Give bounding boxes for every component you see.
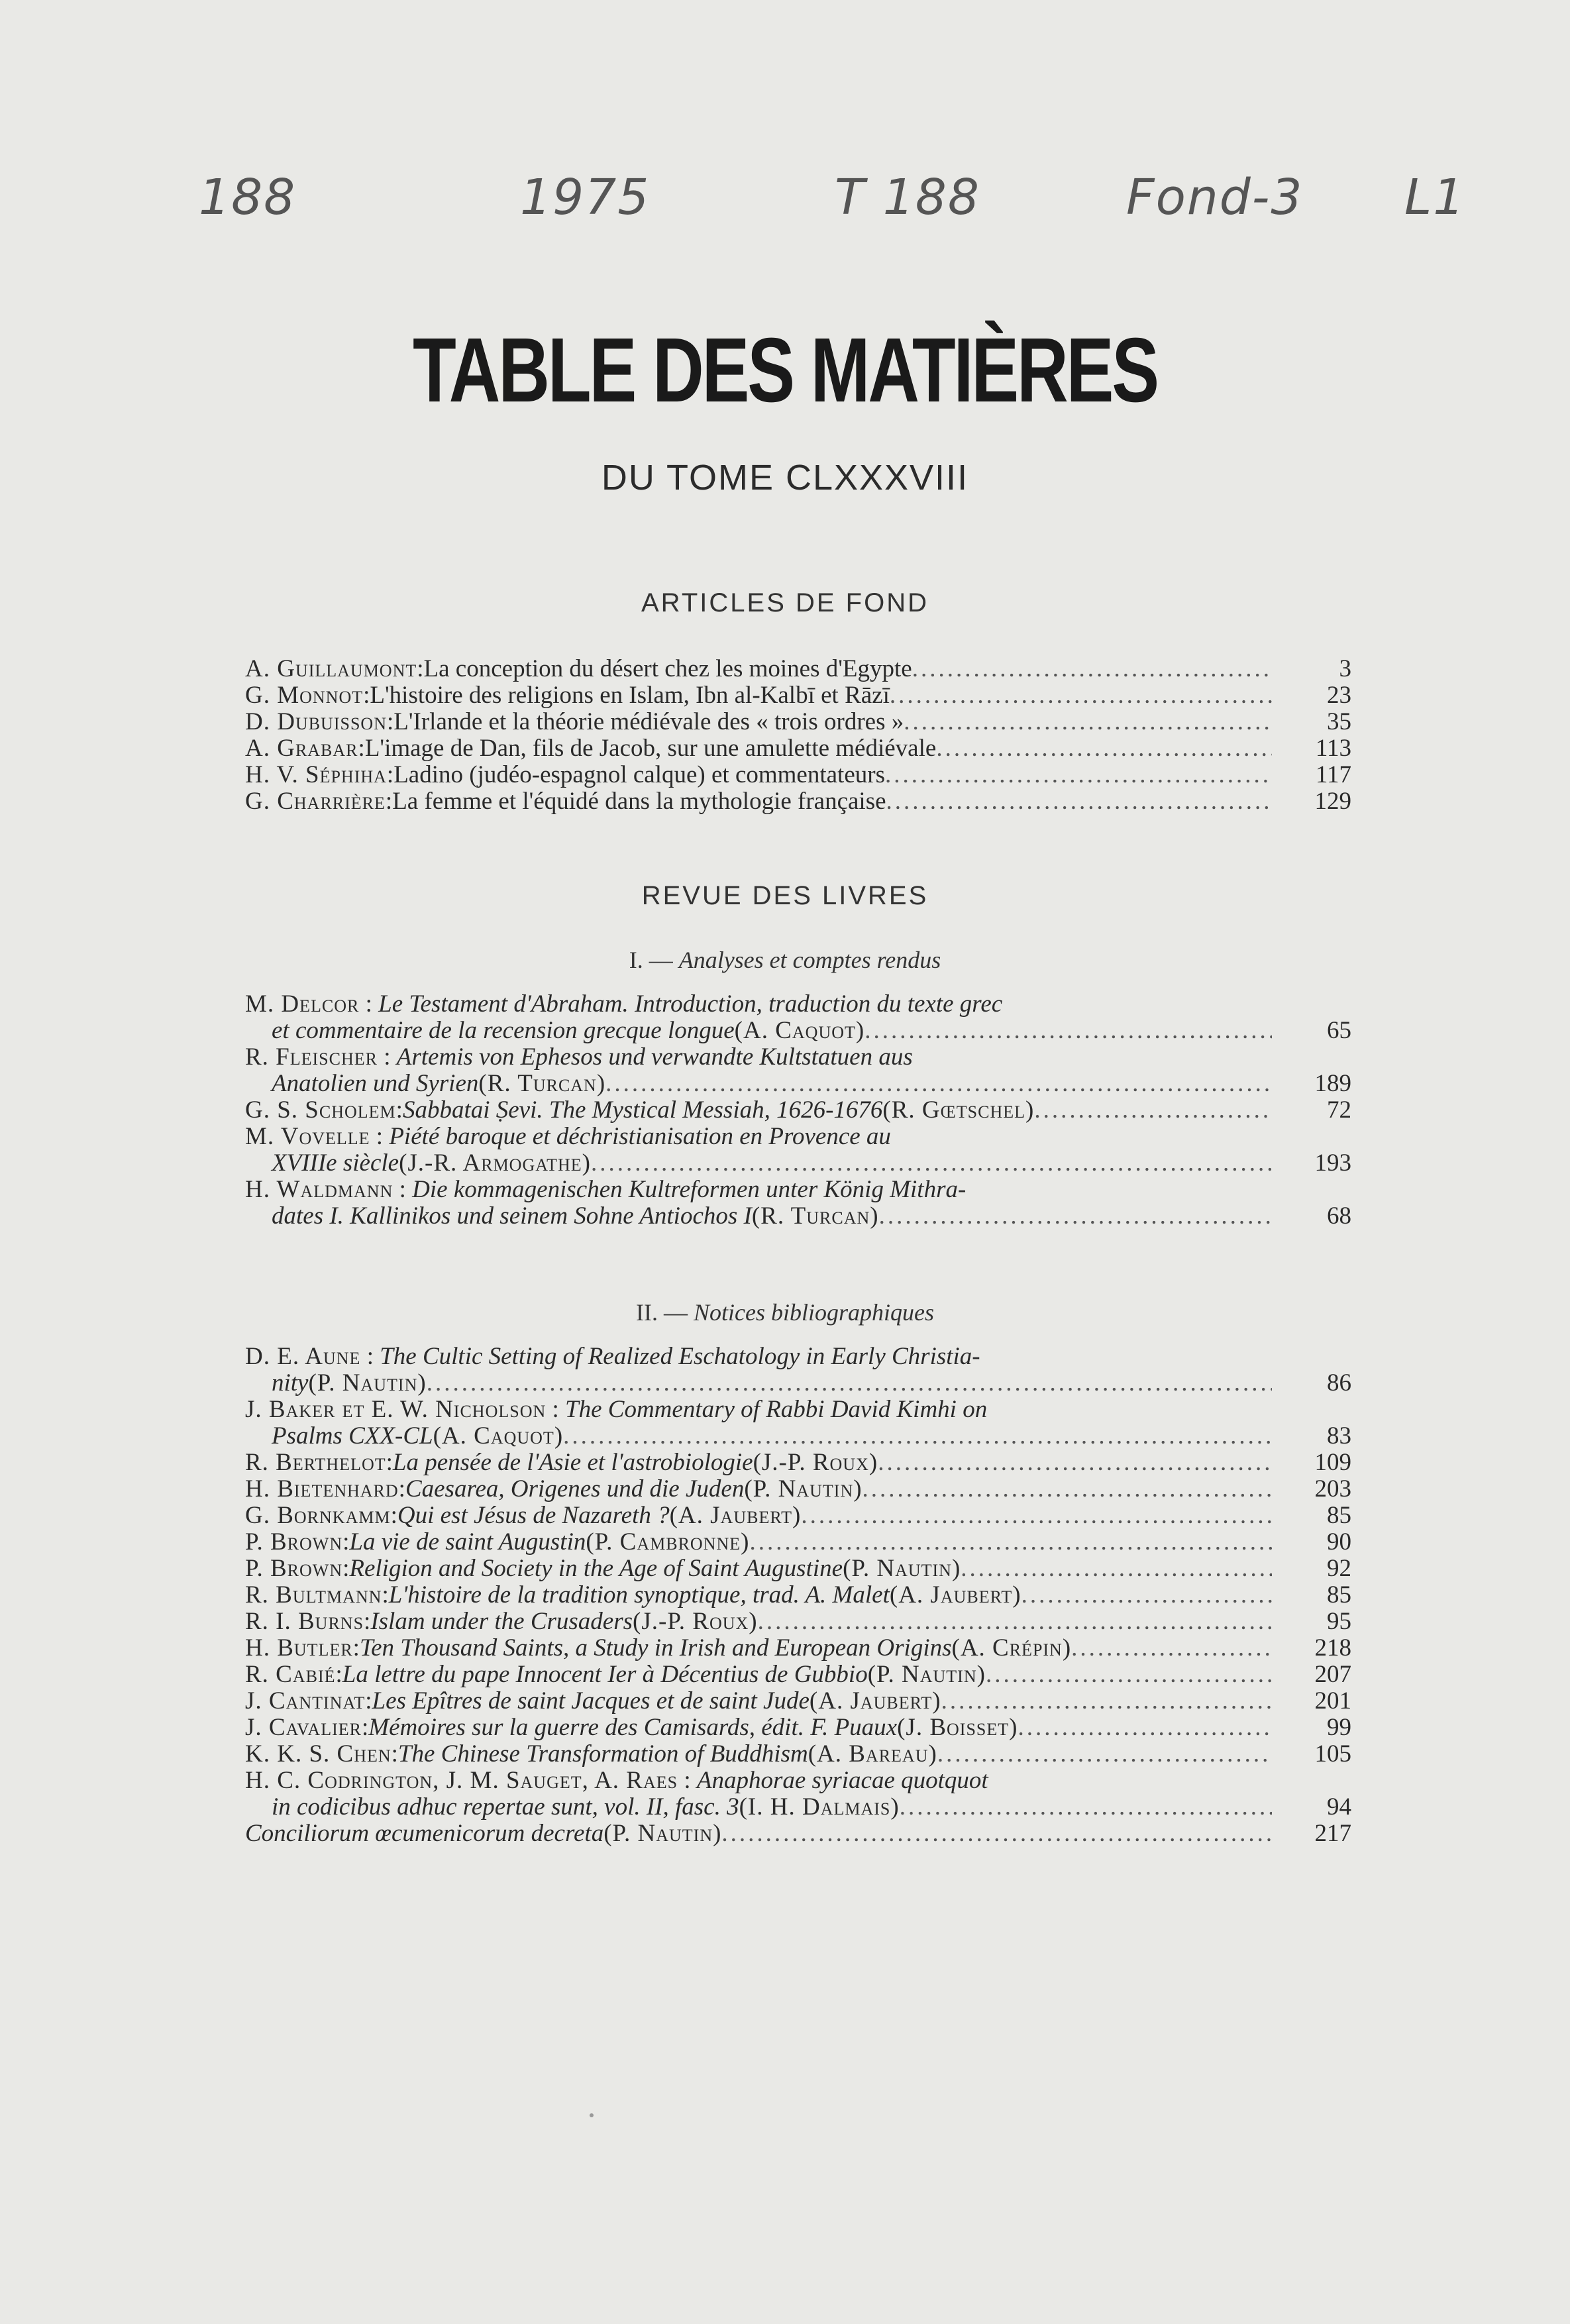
dot-leader	[1018, 1715, 1272, 1741]
analyses-heading-text: Analyses et comptes rendus	[678, 947, 941, 973]
dot-leader	[605, 1071, 1272, 1097]
review-entry	[245, 1609, 1351, 1635]
entry-line	[245, 1397, 1351, 1423]
entry-line	[245, 1582, 1351, 1609]
page-title: TABLE DES MATIÈRES	[413, 319, 1157, 421]
handwritten-note: T 188	[835, 169, 980, 226]
entry-line	[245, 1529, 1351, 1556]
entry-title: The Cultic Setting of Realized Eschatology in Early Christia-	[380, 1343, 980, 1370]
entry-page: 35	[1327, 708, 1351, 735]
entry-title: Qui est Jésus de Nazareth ?	[397, 1502, 670, 1529]
dot-leader	[912, 656, 1272, 682]
entry-title: Die kommagenischen Kultreformen unter König Mithra-	[412, 1176, 967, 1203]
review-entry	[245, 1688, 1351, 1715]
entry-line	[245, 682, 1351, 709]
entry-separator: :	[352, 1634, 360, 1662]
article-entry	[245, 762, 1351, 788]
entry-author: G. Bornkamm	[245, 1502, 391, 1529]
entry-line	[245, 762, 1351, 788]
entry-separator: :	[385, 788, 393, 815]
entry-title: La vie de saint Augustin	[349, 1528, 586, 1556]
dot-leader	[885, 762, 1272, 788]
dot-leader	[427, 1370, 1272, 1397]
review-entry	[245, 1177, 1351, 1230]
entry-title-continued: dates I. Kallinikos und seinem Sohne Antiochos I	[272, 1202, 752, 1230]
entry-line	[245, 1018, 1351, 1044]
review-entry	[245, 1044, 1351, 1097]
article-entry	[245, 735, 1351, 762]
review-entry	[245, 1662, 1351, 1688]
entry-page: 117	[1315, 761, 1351, 788]
notices-heading-text: Notices bibliographiques	[693, 1299, 934, 1326]
entry-reviewer: (P. Nautin)	[843, 1555, 961, 1582]
entry-separator: :	[342, 1528, 350, 1556]
dot-leader	[721, 1821, 1272, 1847]
entry-page: 99	[1327, 1714, 1351, 1741]
entry-page: 207	[1314, 1661, 1351, 1688]
article-entry	[245, 709, 1351, 735]
handwritten-note: 1975	[520, 169, 651, 226]
entry-separator: :	[417, 655, 424, 682]
entry-title-continued: Psalms CXX-CL	[272, 1422, 433, 1450]
entry-author: J. Baker et E. W. Nicholson	[245, 1396, 547, 1423]
entry-page: 90	[1327, 1528, 1351, 1556]
entry-reviewer: (P. Nautin)	[308, 1369, 427, 1397]
entry-title: Le Testament d'Abraham. Introduction, traduction du texte grec	[378, 990, 1003, 1018]
entry-page: 86	[1327, 1369, 1351, 1397]
article-entry	[245, 682, 1351, 709]
entry-author: R. Bultmann	[245, 1581, 382, 1609]
entry-author: G. Charrière	[245, 788, 386, 815]
entry-title: La lettre du pape Innocent Ier à Décentius de Gubbio	[342, 1661, 868, 1688]
entry-author: A. Guillaumont	[245, 655, 417, 682]
entry-reviewer: (A. Bareau)	[808, 1740, 937, 1768]
entry-line	[245, 1370, 1351, 1397]
entry-reviewer: (J.-R. Armogathe)	[399, 1149, 591, 1177]
articles-list	[245, 656, 1351, 815]
review-entry	[245, 1821, 1351, 1847]
review-entry	[245, 1344, 1351, 1397]
entry-page: 3	[1339, 655, 1351, 682]
dot-leader	[864, 1018, 1272, 1044]
entry-page: 85	[1327, 1502, 1351, 1529]
entry-separator: :	[363, 682, 370, 709]
dot-leader	[890, 682, 1272, 709]
entry-line	[245, 1741, 1351, 1768]
analyses-heading	[0, 946, 1570, 974]
entry-page: 65	[1327, 1017, 1351, 1044]
entry-page: 95	[1327, 1608, 1351, 1635]
entry-separator: :	[393, 1176, 413, 1203]
entry-separator: :	[391, 1740, 398, 1768]
entry-separator: :	[546, 1396, 566, 1423]
review-entry	[245, 1450, 1351, 1476]
entry-page: 85	[1327, 1581, 1351, 1609]
entry-author: D. Dubuisson	[245, 708, 387, 735]
entry-page: 109	[1314, 1449, 1351, 1476]
entry-title-continued: in codicibus adhuc repertae sunt, vol. II, fasc. 3	[272, 1793, 739, 1821]
entry-separator: :	[342, 1555, 350, 1582]
analyses-heading-number: I. —	[629, 947, 673, 973]
entry-title: Religion and Society in the Age of Saint Augustine	[349, 1555, 843, 1582]
entry-title: Les Epîtres de saint Jacques et de saint Jude	[372, 1687, 810, 1715]
entry-line	[245, 1203, 1351, 1230]
review-entry	[245, 1582, 1351, 1609]
review-entry	[245, 1476, 1351, 1503]
entry-line	[245, 735, 1351, 762]
entry-line	[245, 1715, 1351, 1741]
entry-title: Piété baroque et déchristianisation en Provence au	[389, 1123, 891, 1150]
entry-title: La conception du désert chez les moines d'Egypte	[423, 655, 912, 682]
dot-leader	[1071, 1635, 1272, 1662]
entry-separator: :	[377, 1043, 397, 1071]
entry-author: R. Berthelot	[245, 1449, 386, 1476]
entry-title: Sabbatai Ṣevi. The Mystical Messiah, 1626-1676	[402, 1096, 883, 1124]
entry-separator: :	[358, 735, 365, 762]
review-entry	[245, 1124, 1351, 1177]
entry-author: J. Cantinat	[245, 1687, 366, 1715]
handwritten-note: L1	[1404, 169, 1466, 226]
entry-reviewer: (J. Boisset)	[897, 1714, 1018, 1741]
entry-author: M. Vovelle	[245, 1123, 370, 1150]
entry-title: La femme et l'équidé dans la mythologie française	[392, 788, 886, 815]
dot-leader	[936, 735, 1272, 762]
entry-reviewer: (R. Turcan)	[751, 1202, 879, 1230]
entry-page: 203	[1314, 1475, 1351, 1503]
entry-separator: :	[361, 1714, 369, 1741]
page-subtitle: DU TOME CLXXXVIII	[601, 458, 969, 498]
entry-page: 68	[1327, 1202, 1351, 1230]
entry-title: Anaphorae syriacae quotquot	[696, 1767, 988, 1794]
dot-leader	[879, 1203, 1272, 1230]
entry-author: R. Fleischer	[245, 1043, 378, 1071]
entry-separator: :	[335, 1661, 342, 1688]
entry-line	[245, 1794, 1351, 1821]
dot-leader	[961, 1556, 1272, 1582]
entry-separator: :	[678, 1767, 697, 1794]
article-entry	[245, 656, 1351, 682]
review-entry	[245, 1097, 1351, 1124]
entry-page: 105	[1314, 1740, 1351, 1768]
entry-line	[245, 656, 1351, 682]
notices-heading	[0, 1298, 1570, 1326]
dot-leader	[937, 1741, 1272, 1768]
review-entry	[245, 1741, 1351, 1768]
entry-title: Islam under the Crusaders	[370, 1608, 633, 1635]
entry-page: 218	[1314, 1634, 1351, 1662]
entry-page: 72	[1327, 1096, 1351, 1124]
entry-author: A. Grabar	[245, 735, 358, 762]
review-entry	[245, 1529, 1351, 1556]
notices-heading-number: II. —	[636, 1299, 688, 1326]
entry-line	[245, 709, 1351, 735]
handwritten-note: 188	[199, 169, 297, 226]
dot-leader	[1034, 1097, 1272, 1124]
entry-author: P. Brown	[245, 1528, 343, 1556]
dot-leader	[886, 788, 1272, 815]
dot-leader	[900, 1794, 1272, 1821]
entry-author: G. Monnot	[245, 682, 364, 709]
entry-title: Artemis von Ephesos und verwandte Kultstatuen aus	[396, 1043, 913, 1071]
entry-separator: :	[364, 1608, 371, 1635]
entry-page: 92	[1327, 1555, 1351, 1582]
entry-title: L'histoire des religions en Islam, Ibn al-Kalbī et Rāzī	[370, 682, 890, 709]
dot-leader	[878, 1450, 1272, 1476]
entry-line	[245, 1556, 1351, 1582]
entry-author: K. K. S. Chen	[245, 1740, 392, 1768]
entry-line	[245, 1476, 1351, 1503]
entry-separator: :	[382, 1581, 389, 1609]
entry-title-continued: XVIIIe siècle	[272, 1149, 399, 1177]
revue-heading: REVUE DES LIVRES	[641, 881, 929, 910]
entry-line	[245, 1450, 1351, 1476]
entry-author: M. Delcor	[245, 990, 360, 1018]
entry-separator: :	[395, 1096, 403, 1124]
entry-separator: :	[386, 708, 394, 735]
entry-line	[245, 1768, 1351, 1794]
entry-page: 193	[1314, 1149, 1351, 1177]
entry-line	[245, 1503, 1351, 1529]
dot-leader	[904, 709, 1272, 735]
entry-line	[245, 1423, 1351, 1450]
entry-author: J. Cavalier	[245, 1714, 362, 1741]
entry-author: H. Butler	[245, 1634, 353, 1662]
article-entry	[245, 788, 1351, 815]
entry-title: L'histoire de la tradition synoptique, trad. A. Malet	[388, 1581, 890, 1609]
entry-title: Mémoires sur la guerre des Camisards, édit. F. Puaux	[368, 1714, 898, 1741]
entry-page: 189	[1314, 1070, 1351, 1097]
entry-line	[245, 1688, 1351, 1715]
entry-reviewer: (A. Caquot)	[433, 1422, 564, 1450]
entry-title: Caesarea, Origenes und die Juden	[405, 1475, 745, 1503]
entry-page: 113	[1315, 735, 1351, 762]
entry-title: The Chinese Transformation of Buddhism	[397, 1740, 808, 1768]
entry-author: D. E. Aune	[245, 1343, 361, 1370]
entry-page: 217	[1314, 1820, 1351, 1847]
dot-leader	[863, 1476, 1272, 1503]
entry-reviewer: (P. Nautin)	[867, 1661, 986, 1688]
review-entry	[245, 1397, 1351, 1450]
entry-reviewer: (A. Jaubert)	[889, 1581, 1021, 1609]
entry-page: 129	[1314, 788, 1351, 815]
dot-leader	[986, 1662, 1272, 1688]
entry-author: R. I. Burns	[245, 1608, 364, 1635]
entry-line	[245, 1821, 1351, 1847]
entry-separator: :	[365, 1687, 372, 1715]
notices-list	[245, 1344, 1351, 1847]
entry-title-continued: nity	[272, 1369, 309, 1397]
entry-reviewer: (P. Nautin)	[744, 1475, 863, 1503]
articles-heading: ARTICLES DE FOND	[641, 588, 929, 617]
entry-line	[245, 1609, 1351, 1635]
entry-line	[245, 1635, 1351, 1662]
review-entry	[245, 1556, 1351, 1582]
entry-reviewer: (P. Cambronne)	[586, 1528, 750, 1556]
entry-line	[245, 1662, 1351, 1688]
entry-line	[245, 1097, 1351, 1124]
entry-line	[245, 788, 1351, 815]
review-entry	[245, 991, 1351, 1044]
entry-author: G. S. Scholem	[245, 1096, 396, 1124]
analyses-list	[245, 991, 1351, 1230]
entry-line	[245, 1044, 1351, 1071]
entry-author: R. Cabié	[245, 1661, 336, 1688]
entry-reviewer: (A. Jaubert)	[669, 1502, 802, 1529]
entry-title: L'Irlande et la théorie médiévale des « trois ordres »	[393, 708, 904, 735]
review-entry	[245, 1635, 1351, 1662]
paper-speck	[590, 2113, 594, 2117]
review-entry	[245, 1715, 1351, 1741]
entry-title: Conciliorum œcumenicorum decreta	[245, 1820, 604, 1847]
entry-author: H. Waldmann	[245, 1176, 393, 1203]
entry-title: Ladino (judéo-espagnol calque) et commentateurs	[393, 761, 885, 788]
dot-leader	[758, 1609, 1272, 1635]
entry-reviewer: (J.-P. Roux)	[753, 1449, 878, 1476]
entry-reviewer: (J.-P. Roux)	[633, 1608, 758, 1635]
dot-leader	[801, 1503, 1272, 1529]
entry-line	[245, 1150, 1351, 1177]
review-entry	[245, 1503, 1351, 1529]
entry-line	[245, 1071, 1351, 1097]
handwritten-note: Fond-3	[1126, 169, 1304, 226]
entry-page: 94	[1327, 1793, 1351, 1821]
entry-separator: :	[390, 1502, 397, 1529]
entry-title: Ten Thousand Saints, a Study in Irish and European Origins	[359, 1634, 952, 1662]
entry-author: P. Brown	[245, 1555, 343, 1582]
entry-separator: :	[386, 761, 394, 788]
entry-reviewer: (R. Turcan)	[478, 1070, 606, 1097]
entry-separator: :	[398, 1475, 405, 1503]
entry-reviewer: (P. Nautin)	[603, 1820, 722, 1847]
entry-separator: :	[370, 1123, 390, 1150]
entry-separator: :	[359, 990, 379, 1018]
entry-title: La pensée de l'Asie et l'astrobiologie	[392, 1449, 753, 1476]
entry-author: H. V. Séphiha	[245, 761, 387, 788]
entry-separator: :	[386, 1449, 393, 1476]
dot-leader	[749, 1529, 1272, 1556]
entry-author: H. Bietenhard	[245, 1475, 399, 1503]
entry-line	[245, 991, 1351, 1018]
review-entry	[245, 1768, 1351, 1821]
entry-author: H. C. Codrington, J. M. Sauget, A. Raes	[245, 1767, 678, 1794]
entry-title-continued: et commentaire de la recension grecque longue	[272, 1017, 735, 1044]
dot-leader	[1021, 1582, 1272, 1609]
entry-line	[245, 1344, 1351, 1370]
entry-reviewer: (R. Gœtschel)	[882, 1096, 1035, 1124]
entry-reviewer: (A. Crépin)	[951, 1634, 1072, 1662]
entry-title: L'image de Dan, fils de Jacob, sur une amulette médiévale	[364, 735, 937, 762]
entry-separator: :	[360, 1343, 380, 1370]
entry-page: 83	[1327, 1422, 1351, 1450]
entry-page: 201	[1314, 1687, 1351, 1715]
entry-line	[245, 1124, 1351, 1150]
entry-reviewer: (A. Jaubert)	[809, 1687, 941, 1715]
dot-leader	[941, 1688, 1272, 1715]
entry-reviewer: (I. H. Dalmais)	[739, 1793, 900, 1821]
entry-title-continued: Anatolien und Syrien	[272, 1070, 479, 1097]
entry-reviewer: (A. Caquot)	[734, 1017, 865, 1044]
entry-line	[245, 1177, 1351, 1203]
entry-title: The Commentary of Rabbi David Kimhi on	[565, 1396, 988, 1423]
dot-leader	[563, 1423, 1272, 1450]
entry-page: 23	[1327, 682, 1351, 709]
dot-leader	[591, 1150, 1272, 1177]
